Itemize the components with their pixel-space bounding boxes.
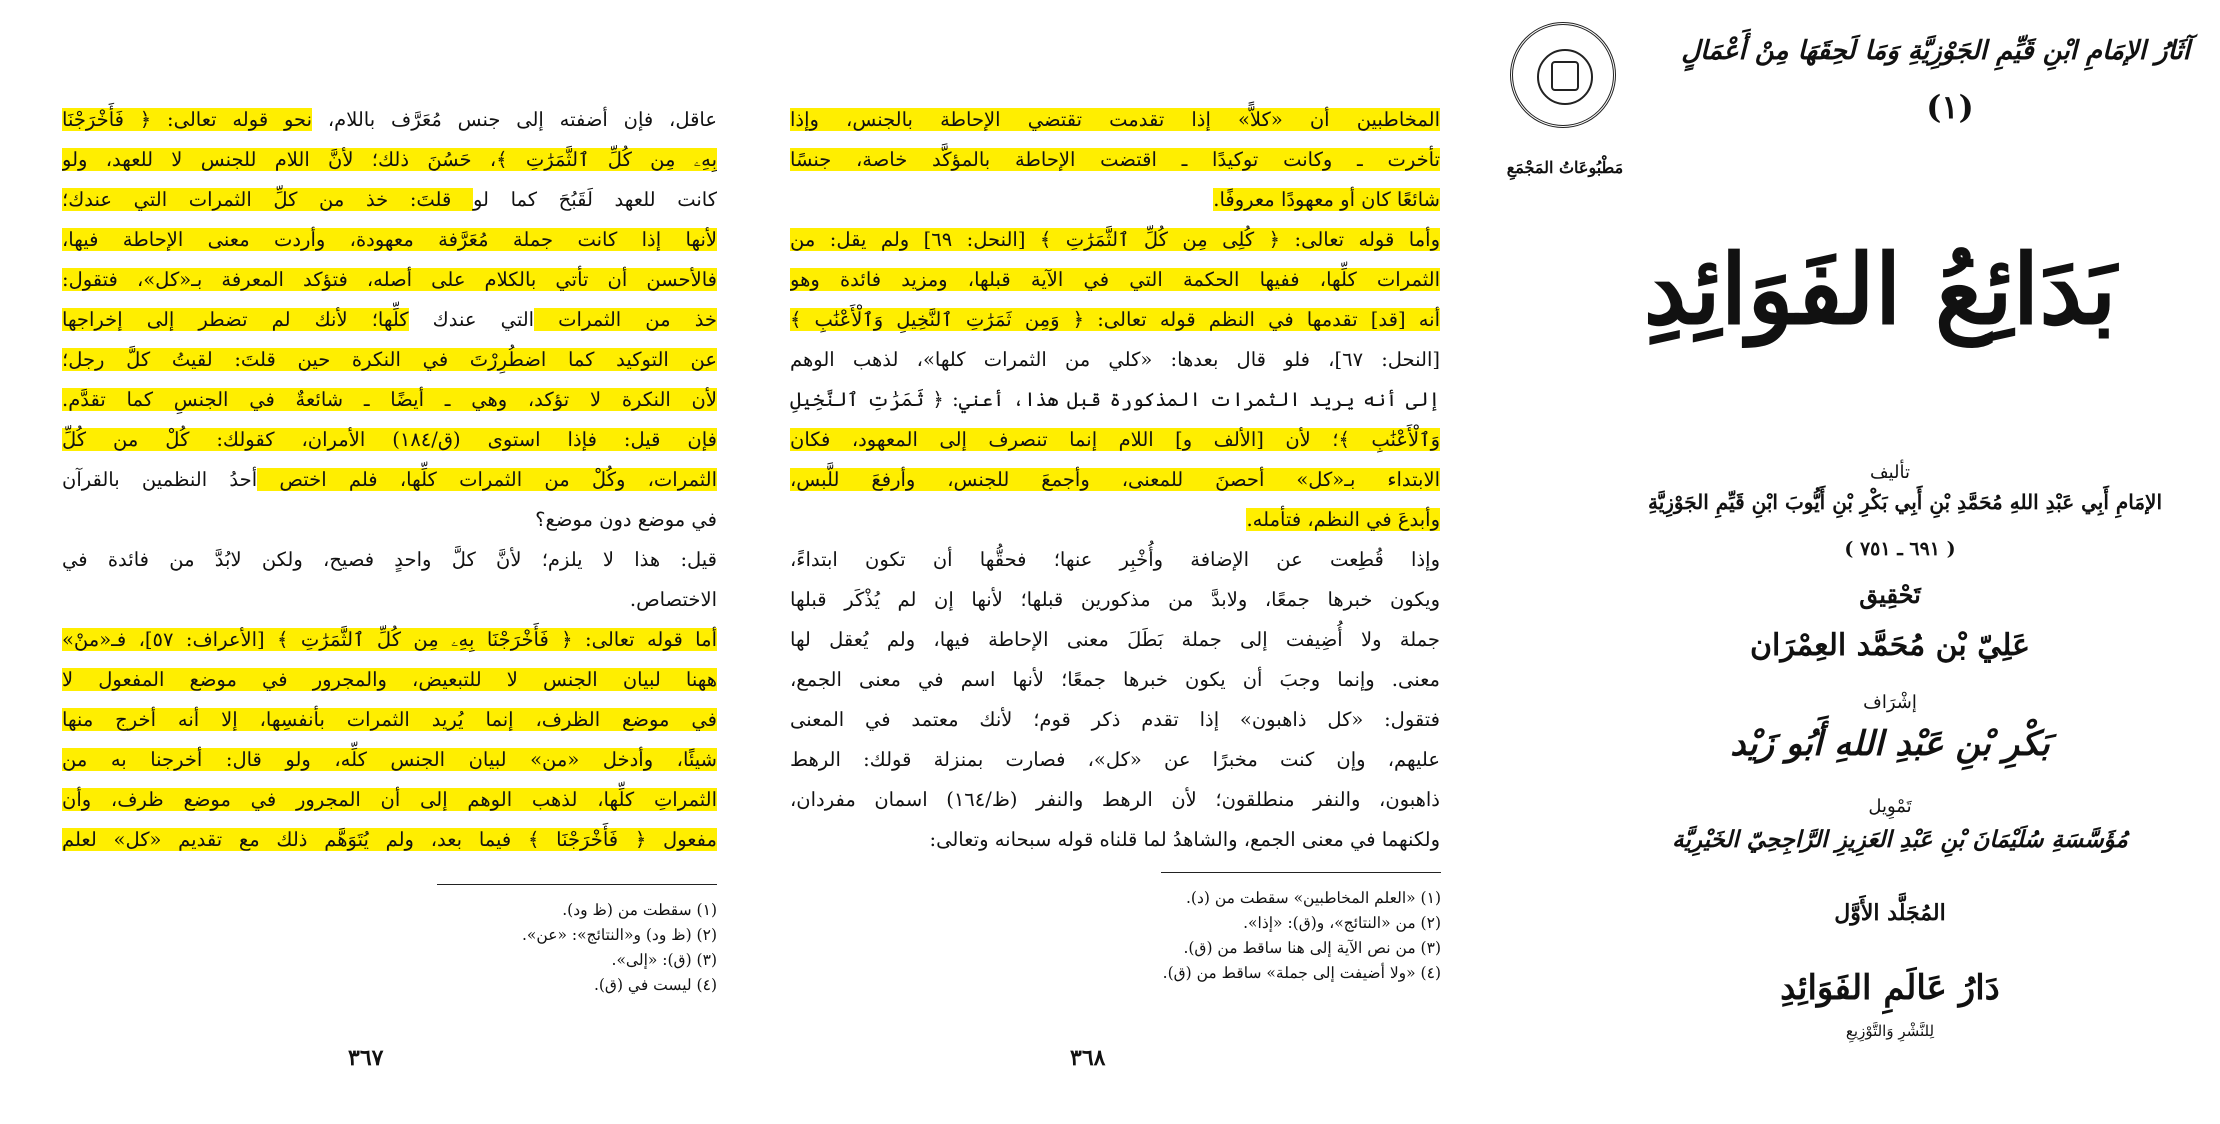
funding-label: تَمْوِيل <box>1868 796 1912 817</box>
text-line <box>790 100 1440 140</box>
text-line <box>790 620 1440 660</box>
text-line <box>790 380 1440 420</box>
highlighted-text: فإن قيل: فإذا استوى (ق/١٨٤) الأمران، كقولك: كُلْ من كُلِّ <box>62 428 717 451</box>
highlighted-text: ههنا لبيان الجنس لا للتبعيض، والمجرور في موضع المفعول لا <box>62 668 717 691</box>
funding-name: مُؤَسَّسَةِ سُلَيْمَانَ بْنِ عَبْدِ العَزِيزِ الرَّاجِحِيّ الخَيْرِيَّة <box>1672 826 2128 853</box>
highlighted-text: لأن النكرة لا تؤكد، وهي ـ أيضًا ـ شائعةٌ في الجنسِ كما تقدَّم. <box>62 388 717 411</box>
text-line <box>62 820 717 860</box>
text-line <box>790 420 1440 460</box>
text-segment: ولكنهما في معنى الجمع، والشاهدُ لما قلناه قوله سبحانه وتعالى: <box>929 828 1440 851</box>
footnote: (١) «العلم المخاطبين» سقطت من (د). <box>1186 889 1441 907</box>
author-label: تأليف <box>1869 462 1911 483</box>
highlighted-text: فالأحسن أن تأتي بالكلام على أصله، فتؤكد المعرفة بـ«كل»، فتقول: <box>62 268 717 291</box>
text-line <box>62 660 717 700</box>
author-name: الإمَامِ أَبِي عَبْدِ اللهِ مُحَمَّدِ بْنِ أَبِي بَكْرِ بْنِ أَيُّوبَ ابْنِ قَيِّمِ الجَوْزِيَّةِ <box>1647 490 2163 514</box>
text-line <box>790 780 1440 820</box>
middle-page-body <box>790 100 1440 860</box>
highlighted-text: وَٱلْأَعْنَٰبِ ﴾؛ لأن [الألف و] اللام إنما تنصرف إلى المعهود، فكان <box>790 428 1440 451</box>
text-segment: ذاهبون، والنفر منطلقون؛ لأن الرهط والنفر (ظ/١٦٤) اسمان مفردان، <box>790 788 1440 811</box>
highlighted-text: أما قوله تعالى: ﴿ فَأَخْرَجْنَا بِهِۦ مِن كُلِّ ٱلثَّمَرَٰتِ ﴾ [الأعراف: ٥٧]، فـ«منْ» <box>62 628 717 651</box>
series-number: (١) <box>1926 88 1974 126</box>
middle-footnotes <box>1070 886 1441 986</box>
text-segment: التي عندك <box>408 308 535 331</box>
text-segment: عاقل، فإن أضفته إلى جنس مُعَرَّف باللام، <box>312 108 717 131</box>
highlighted-text: كلِّها؛ لأنك لم تضطر إلى إخراجها <box>62 308 409 331</box>
highlighted-text: بِهِۦ مِن كُلِّ ٱلثَّمَرَٰتِ ﴾، حَسُنَ ذلك؛ لأنَّ اللام للجنس لا للعهد، ولو <box>62 148 717 171</box>
text-line <box>790 260 1440 300</box>
highlighted-text: وأما قوله تعالى: ﴿ كُلِى مِن كُلِّ ٱلثَّمَرَٰتِ ﴾ [النحل: ٦٩] ولم يقل: من <box>790 228 1440 251</box>
publisher-label: مَطْبُوعَاتُ المَجْمَعِ <box>1506 158 1624 177</box>
text-line <box>62 300 717 340</box>
text-line <box>62 740 717 780</box>
highlighted-text: تأخرت ـ وكانت توكيدًا ـ اقتضت الإحاطة بالمؤكَّد خاصة، جنسًا <box>790 148 1440 171</box>
text-line <box>790 580 1440 620</box>
highlighted-text: خذ من الثمرات <box>534 308 717 331</box>
academy-seal-icon <box>1510 22 1616 128</box>
middle-page-number: ٣٦٨ <box>1070 1045 1106 1071</box>
text-segment: إلى أنه يريد الثمرات المذكورة قبل هذا، أعني: ﴿ ثَمَرَٰتِ ٱلنَّخِيلِ <box>790 388 1440 411</box>
highlighted-text: المخاطبين أن «كلاًّ» إذا تقدمت تقتضي الإحاطة بالجنس، وإذا <box>790 108 1440 131</box>
text-segment: فتقول: «كل ذاهبون» إذا تقدم ذكر قوم؛ لأنك معتمد في المعنى <box>790 708 1440 731</box>
text-segment: كانت للعهد لَقَبُحَ كما لو <box>472 188 717 211</box>
editor-label: تَحْقِيق <box>1859 580 1921 609</box>
press-subtitle: لِلنَّشْرِ وَالتَّوْزِيعِ <box>1845 1022 1935 1040</box>
title-page <box>1490 0 2220 1124</box>
press-name: دَارُ عَالَمِ الفَوَائِدِ <box>1780 968 2000 1008</box>
middle-footnote-separator <box>1161 872 1441 873</box>
highlighted-text: الثمراتِ كلِّها، لذهب الوهم إلى أن المجرور في موضع ظرف، وأن <box>62 788 717 811</box>
text-segment: معنى. وإنما وجبَ أن يكون خبرها جمعًا؛ لأنها اسم في معنى الجمع، <box>790 668 1440 691</box>
text-segment: أحدُ النظمين بالقرآن <box>62 468 258 491</box>
text-line <box>790 500 1440 540</box>
editor-name: عَلِيّ بْن مُحَمَّد العِمْرَان <box>1749 628 2031 663</box>
left-page-body <box>62 100 717 860</box>
text-line <box>62 460 717 500</box>
highlighted-text: الثمرات كلِّها، ففيها الحكمة التي في الآية قبلها، ومزيد فائدة وهو <box>790 268 1440 291</box>
highlighted-text: الثمرات، وكُلْ من الثمرات كلِّها، فلم اختص <box>257 468 717 491</box>
middle-page <box>770 0 1490 1124</box>
text-line <box>62 380 717 420</box>
text-line <box>790 140 1440 180</box>
text-line <box>62 140 717 180</box>
footnote: (٢) من «النتائج»، و(ق): «إذا». <box>1243 914 1441 932</box>
highlighted-text: نحو قوله تعالى: ﴿ فَأَخْرَجْنَا <box>62 108 313 131</box>
footnote: (٤) «ولا أضيفت إلى جملة» ساقط من (ق). <box>1162 964 1441 982</box>
text-line <box>790 700 1440 740</box>
footnote: (١) سقطت من (ظ ود). <box>562 901 717 919</box>
text-line <box>62 700 717 740</box>
footnote: (٢) (ظ ود) و«النتائج»: «عن». <box>521 926 717 944</box>
left-page-number: ٣٦٧ <box>348 1045 384 1071</box>
series-title: آثَارُ الإمَامِ ابْنِ قَيِّمِ الجَوْزِيَّةِ وَمَا لَحِقَهَا مِنْ أَعْمَالٍ <box>1681 36 2190 66</box>
highlighted-text: مفعول ﴿ فَأَخْرَجْنَا ﴾ فيما بعد، ولم يُتَوَهَّم ذلك مع تقديم «كل» لعلم <box>62 828 717 851</box>
highlighted-text: أنه [قد] تقدمها في النظم قوله تعالى: ﴿ وَمِن ثَمَرَٰتِ ٱلنَّخِيلِ وَٱلْأَعْنَٰبِ ﴾ <box>790 308 1440 331</box>
text-line <box>790 220 1440 260</box>
volume-label: المُجَلَّد الأَوَّل <box>1834 900 1946 926</box>
text-line <box>790 820 1440 860</box>
text-segment: ويكون خبرها جمعًا، ولابدَّ من مذكورين قبلها؛ لأنها إن لم يُذْكَر قبلها <box>790 588 1440 611</box>
text-line <box>62 500 717 540</box>
left-footnotes <box>360 898 717 998</box>
text-segment: جملة ولا أُضِيفت إلى جملة بَطَلَ معنى الإحاطة فيها، ولم يُعقل لها <box>790 628 1440 651</box>
text-segment: [النحل: ٦٧]، فلو قال بعدها: «كلي من الثمرات كلها»، لذهب الوهم <box>790 348 1440 371</box>
text-line <box>62 100 717 140</box>
book-title: بَدَائِعُ الفَوَائِدِ <box>1643 233 2117 346</box>
text-segment: قيل: هذا لا يلزم؛ لأنَّ كلَّ واحدٍ فصيح، ولكن لابُدَّ من فائدة في <box>62 548 717 571</box>
text-segment: في موضع دون موضع؟ <box>535 508 717 531</box>
text-line <box>62 420 717 460</box>
text-line <box>62 340 717 380</box>
text-line <box>790 300 1440 340</box>
highlighted-text: شيئًا، وأدخل «من» لبيان الجنس كلِّه، ولو قال: أخرجنا به من <box>62 748 717 771</box>
highlighted-text: قلتَ: خذ من كلِّ الثمرات التي عندك؛ <box>62 188 473 211</box>
text-line <box>790 460 1440 500</box>
highlighted-text: لأنها إذا كانت جملة مُعَرَّفة معهودة، وأردت معنى الإحاطة فيها، <box>62 228 717 251</box>
text-line <box>62 540 717 580</box>
text-line <box>62 220 717 260</box>
supervisor-name: بَكْرِ بْنِ عَبْدِ اللهِ أَبُو زَيْد <box>1730 724 2050 764</box>
left-footnote-separator <box>437 884 717 885</box>
text-line <box>62 180 717 220</box>
text-line <box>790 540 1440 580</box>
text-segment: وإذا قُطِعت عن الإضافة وأُخْبِر عنها؛ فحقُّها أن تكون ابتداءً، <box>790 548 1440 571</box>
text-line <box>62 780 717 820</box>
highlighted-text: وأبدعَ في النظم، فتأمله. <box>1246 508 1440 531</box>
text-line <box>790 740 1440 780</box>
author-dates: ( ٦٩١ ـ ٧٥١ ) <box>1844 538 1956 560</box>
footnote: (٣) (ق): «إلى». <box>611 951 717 969</box>
highlighted-text: الابتداء بـ«كل» أحصنَ للمعنى، وأجمعَ للجنس، وأرفعَ للَّبس، <box>790 468 1440 491</box>
text-line <box>790 660 1440 700</box>
left-page <box>0 0 770 1124</box>
highlighted-text: شائعًا كان أو معهودًا معروفًا. <box>1213 188 1440 211</box>
text-line <box>790 340 1440 380</box>
text-line <box>790 180 1440 220</box>
text-line <box>62 620 717 660</box>
text-line <box>62 260 717 300</box>
text-segment: عليهم، وإن كنت مخبرًا عن «كل»، فصارت بمنزلة قولك: الرهط <box>790 748 1440 771</box>
text-line <box>62 580 717 620</box>
highlighted-text: عن التوكيد كما اضطُرِرْتَ في النكرة حين قلتَ: لقيتُ كلَّ رجل؛ <box>62 348 717 371</box>
highlighted-text: في موضع الظرف، إنما يُريد الثمرات بأنفسِها، إلا أنه أخرج منها <box>62 708 717 731</box>
text-segment: الاختصاص. <box>629 588 717 611</box>
supervisor-label: إشْرَاف <box>1863 692 1917 713</box>
footnote: (٤) ليست في (ق). <box>593 976 717 994</box>
footnote: (٣) من نص الآية إلى هنا ساقط من (ق). <box>1183 939 1441 957</box>
